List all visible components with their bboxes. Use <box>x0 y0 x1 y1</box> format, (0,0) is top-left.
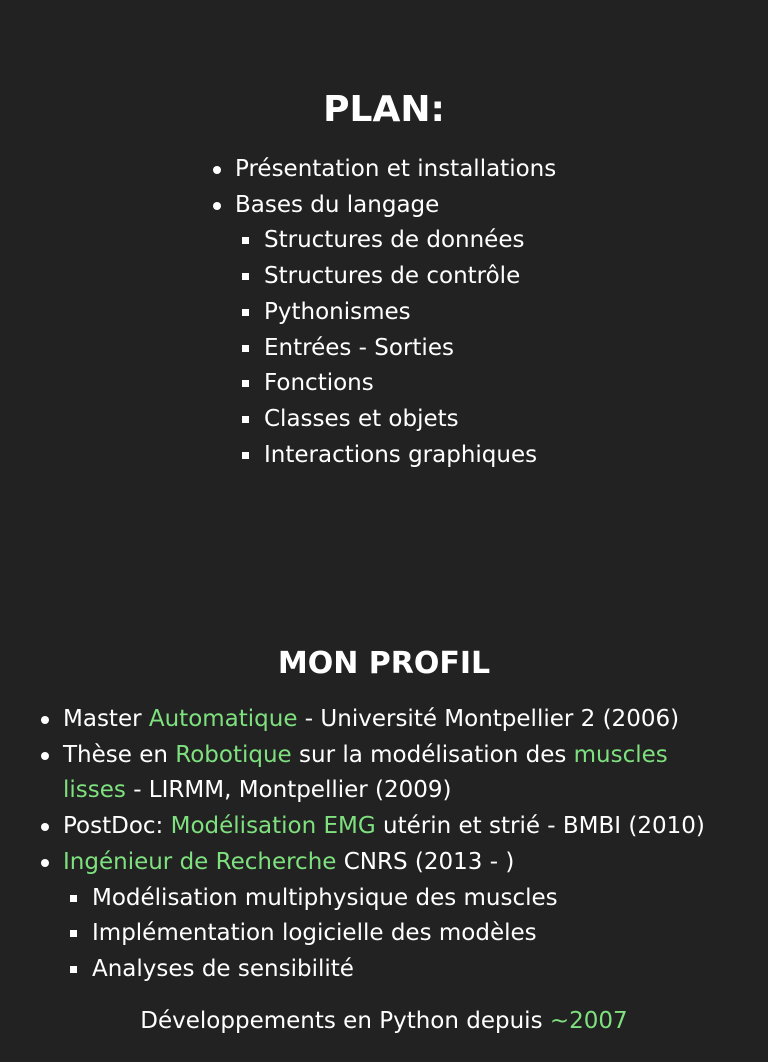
profil-sublist <box>92 881 723 988</box>
profil-subitem-implementation: Implémentation logicielle des modèles <box>92 916 723 952</box>
profil-item-these-text: Thèse en <box>63 741 176 768</box>
plan-list <box>235 152 768 473</box>
profil-list <box>63 702 723 988</box>
profil-item-master-text: Master <box>63 706 149 732</box>
profil-slide <box>0 640 768 1062</box>
plan-subitem-classes-objets: Classes et objets <box>264 402 768 438</box>
plan-sublist <box>264 223 768 473</box>
profil-item-postdoc <box>63 809 723 845</box>
profil-footer <box>0 1004 768 1039</box>
plan-subitem-pythonismes: Pythonismes <box>264 295 768 331</box>
plan-subitem-structures-controle: Structures de contrôle <box>264 259 768 295</box>
profil-subitem-modelisation: Modélisation multiphysique des muscles <box>92 881 723 917</box>
plan-item-bases-label: Bases du langage <box>235 191 440 218</box>
profil-title: MON PROFIL <box>277 646 491 681</box>
profil-item-these-middle: sur la modélisation des <box>291 741 574 768</box>
plan-item-presentation: Présentation et installations <box>235 152 768 188</box>
profil-item-ingenieur <box>63 845 723 988</box>
profil-item-master-detail: - Université Montpellier 2 (2006) <box>297 706 680 732</box>
plan-subitem-interactions-graphiques: Interactions graphiques <box>264 438 768 474</box>
profil-item-these <box>63 738 723 809</box>
plan-subitem-entrees-sorties: Entrées - Sorties <box>264 331 768 367</box>
plan-subitem-structures-donnees: Structures de données <box>264 223 768 259</box>
profil-item-these-highlight-robotique: Robotique <box>175 741 292 768</box>
profil-item-postdoc-text: PostDoc: <box>63 813 171 840</box>
profil-item-master-highlight: Automatique <box>148 706 298 732</box>
plan-title: PLAN: <box>323 89 445 130</box>
plan-slide <box>0 84 768 473</box>
profil-item-ingenieur-detail: CNRS (2013 - ) <box>336 848 515 875</box>
profil-item-postdoc-highlight: Modélisation EMG <box>170 813 376 840</box>
profil-item-ingenieur-highlight: Ingénieur de Recherche <box>63 848 337 875</box>
profil-item-master <box>63 702 723 738</box>
plan-item-bases <box>235 188 768 474</box>
profil-footer-highlight: ~2007 <box>549 1007 628 1034</box>
profil-item-these-detail: - LIRMM, Montpellier (2009) <box>125 777 452 804</box>
plan-subitem-fonctions: Fonctions <box>264 366 768 402</box>
profil-subitem-analyses: Analyses de sensibilité <box>92 952 723 988</box>
profil-item-postdoc-detail: utérin et strié - BMBI (2010) <box>375 813 705 840</box>
profil-footer-text: Développements en Python depuis <box>140 1007 550 1034</box>
profil-item-these-highlight-muscles: muscles lisses <box>63 741 668 804</box>
